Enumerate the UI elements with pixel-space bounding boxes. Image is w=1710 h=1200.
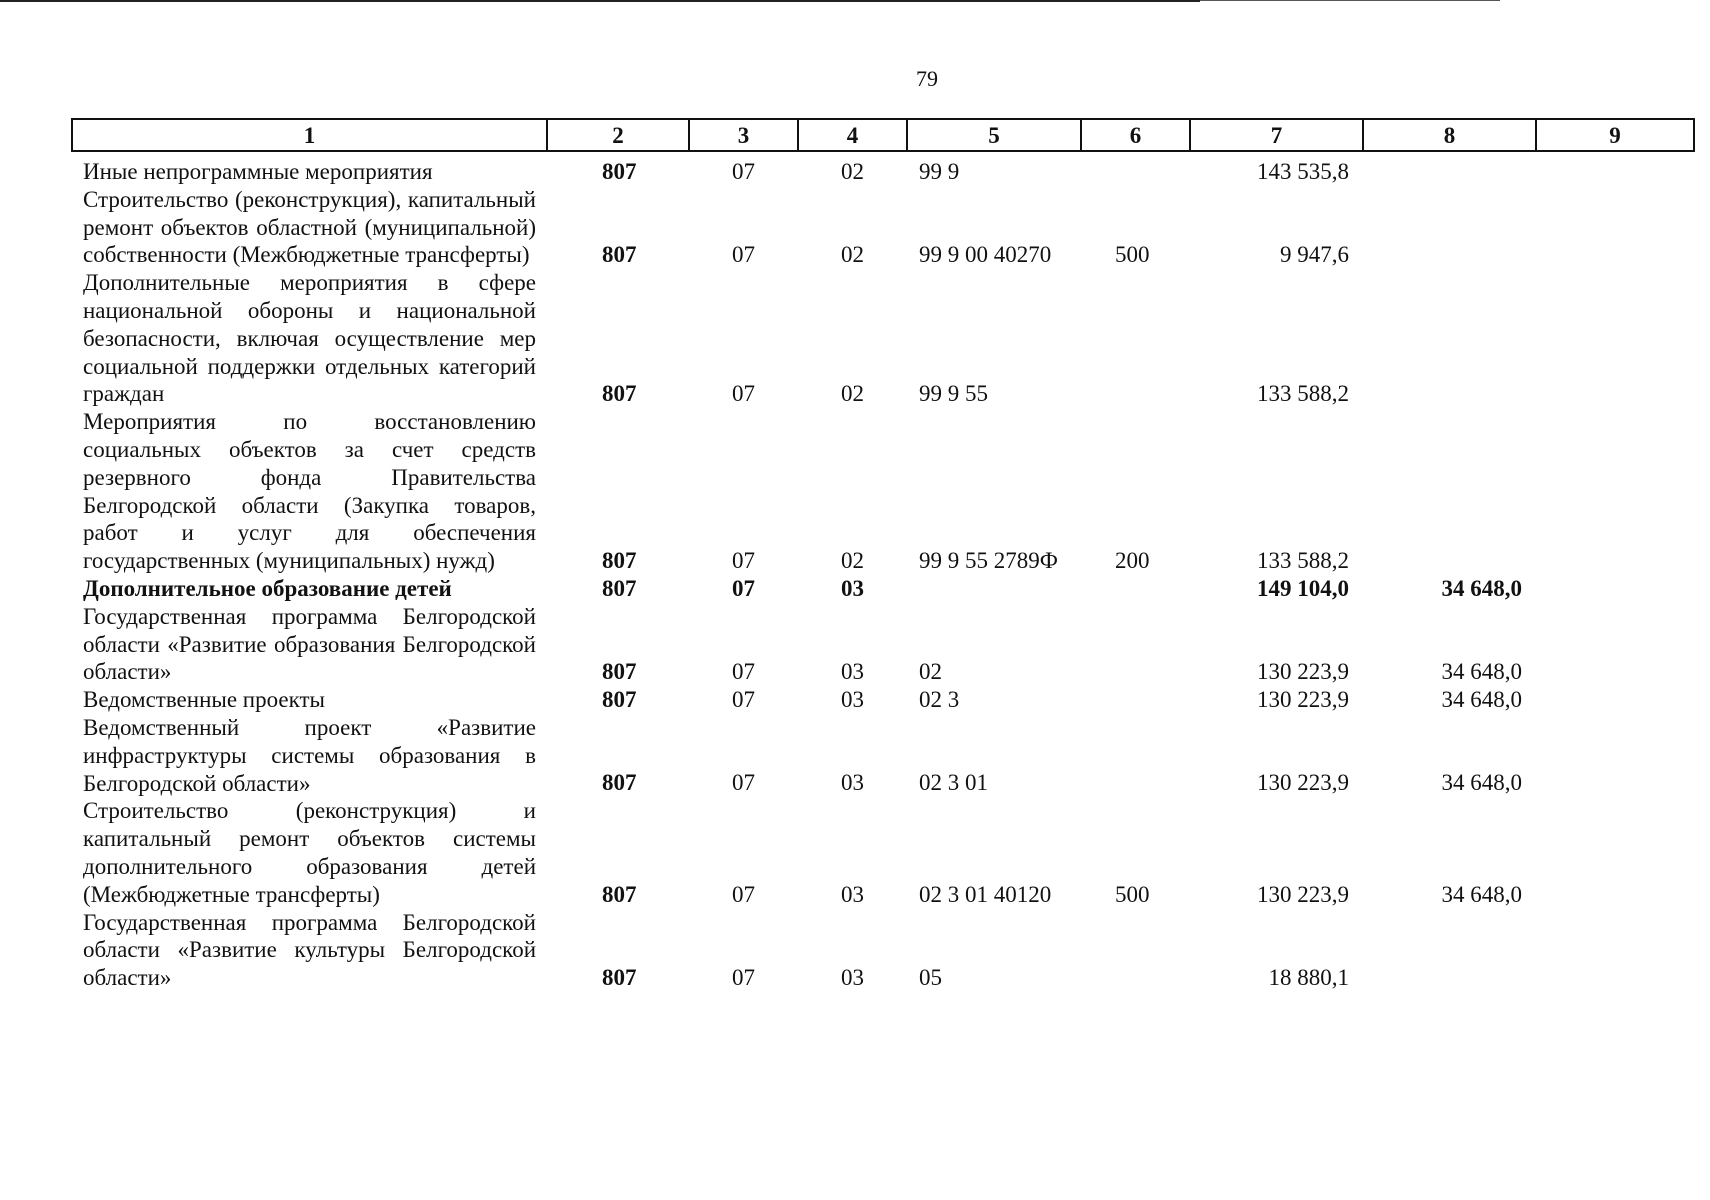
table-row bbox=[0, 714, 1710, 797]
cell-subsection: 03 bbox=[841, 964, 864, 990]
header-col-1: 1 bbox=[303, 123, 316, 148]
cell-section: 07 bbox=[732, 158, 755, 184]
cell-amount: 18 880,1 bbox=[1268, 964, 1349, 990]
cell-subsection: 02 bbox=[841, 242, 864, 268]
header-col-5: 5 bbox=[988, 123, 1000, 148]
cell-amount: 149 104,0 bbox=[1257, 575, 1349, 601]
row-description: Мероприятия по восстановлению социальных объектов за счет средств резервного фонда Правительства Белгородской области (Закупка товаров, работ и услуг для обеспечения государственных (муниципальных) нужд) bbox=[83, 409, 536, 574]
cell-amount: 130 223,9 bbox=[1257, 770, 1349, 796]
cell-expense-type: 500 bbox=[1115, 881, 1150, 907]
header-col-3: 3 bbox=[737, 123, 750, 148]
cell-ministry: 807 bbox=[602, 242, 637, 268]
cell-target-article: 99 9 bbox=[919, 158, 960, 184]
table-row bbox=[0, 408, 1710, 575]
header-col-9: 9 bbox=[1609, 123, 1621, 148]
cell-ministry: 807 bbox=[602, 158, 637, 184]
cell-target-article: 99 9 00 40270 bbox=[919, 242, 1052, 268]
cell-target-article: 02 3 bbox=[919, 686, 960, 712]
row-description: Дополнительное образование детей bbox=[83, 575, 452, 601]
cell-ministry: 807 bbox=[602, 881, 637, 907]
header-col-2: 2 bbox=[612, 123, 624, 148]
cell-subsection: 02 bbox=[841, 158, 864, 184]
table-row bbox=[0, 186, 1710, 269]
column-header-row bbox=[71, 118, 1695, 152]
cell-target-article: 02 3 01 bbox=[919, 770, 988, 796]
cell-subsection: 03 bbox=[841, 659, 864, 685]
cell-section: 07 bbox=[732, 964, 755, 990]
header-col-6: 6 bbox=[1129, 123, 1142, 148]
cell-section: 07 bbox=[732, 881, 755, 907]
header-col-8: 8 bbox=[1443, 123, 1456, 148]
cell-section: 07 bbox=[732, 770, 755, 796]
cell-expense-type: 200 bbox=[1115, 547, 1150, 573]
cell-amount: 133 588,2 bbox=[1257, 547, 1349, 573]
cell-section: 07 bbox=[732, 659, 755, 685]
cell-target-article: 05 bbox=[919, 964, 942, 990]
table-row bbox=[0, 686, 1710, 714]
cell-ministry: 807 bbox=[602, 770, 637, 796]
cell-amount: 130 223,9 bbox=[1257, 686, 1349, 712]
cell-ministry: 807 bbox=[602, 547, 637, 573]
table-row bbox=[0, 603, 1710, 686]
row-description: Государственная программа Белгородской области «Развитие образования Белгородской области» bbox=[83, 603, 536, 685]
table-row bbox=[0, 269, 1710, 408]
header-col-7: 7 bbox=[1270, 123, 1283, 148]
header-col-4: 4 bbox=[846, 123, 859, 148]
cell-subsection: 02 bbox=[841, 547, 864, 573]
cell-amount-federal: 34 648,0 bbox=[1441, 686, 1522, 712]
cell-ministry: 807 bbox=[602, 964, 637, 990]
row-description: Государственная программа Белгородской области «Развитие культуры Белгородской области» bbox=[83, 909, 536, 991]
top-rule-right bbox=[1200, 0, 1500, 1]
cell-amount: 130 223,9 bbox=[1257, 881, 1349, 907]
cell-expense-type: 500 bbox=[1115, 242, 1150, 268]
table-row bbox=[0, 797, 1710, 908]
table-row bbox=[0, 575, 1710, 603]
cell-target-article: 99 9 55 2789Ф bbox=[919, 547, 1058, 573]
cell-target-article: 02 3 01 40120 bbox=[919, 881, 1052, 907]
cell-ministry: 807 bbox=[602, 659, 637, 685]
cell-subsection: 02 bbox=[841, 381, 864, 407]
cell-amount: 9 947,6 bbox=[1280, 242, 1349, 268]
cell-ministry: 807 bbox=[602, 686, 637, 712]
row-description: Строительство (реконструкция) и капитальный ремонт объектов системы дополнительного образования детей (Межбюджетные трансферты) bbox=[83, 798, 536, 907]
table-row bbox=[0, 909, 1710, 992]
row-description: Дополнительные мероприятия в сфере национальной обороны и национальной безопасности, включая осуществление мер социальной поддержки отдельных категорий граждан bbox=[83, 270, 536, 407]
cell-section: 07 bbox=[732, 575, 755, 601]
row-description: Ведомственный проект «Развитие инфраструктуры системы образования в Белгородской области» bbox=[83, 714, 536, 796]
cell-amount: 133 588,2 bbox=[1257, 381, 1349, 407]
cell-ministry: 807 bbox=[602, 575, 637, 601]
row-description: Ведомственные проекты bbox=[83, 687, 325, 713]
row-description: Иные непрограммные мероприятия bbox=[83, 159, 433, 184]
cell-amount: 130 223,9 bbox=[1257, 659, 1349, 685]
cell-section: 07 bbox=[732, 381, 755, 407]
cell-subsection: 03 bbox=[841, 686, 864, 712]
cell-subsection: 03 bbox=[841, 575, 864, 601]
cell-section: 07 bbox=[732, 547, 755, 573]
top-rule bbox=[0, 0, 1200, 2]
cell-subsection: 03 bbox=[841, 770, 864, 796]
table-body bbox=[0, 158, 1710, 992]
cell-target-article: 02 bbox=[919, 659, 942, 685]
page-number: 79 bbox=[916, 66, 938, 91]
cell-amount-federal: 34 648,0 bbox=[1441, 659, 1522, 685]
cell-amount-federal: 34 648,0 bbox=[1441, 881, 1522, 907]
cell-amount-federal: 34 648,0 bbox=[1441, 575, 1522, 601]
cell-amount: 143 535,8 bbox=[1257, 158, 1349, 184]
cell-section: 07 bbox=[732, 686, 755, 712]
cell-target-article: 99 9 55 bbox=[919, 381, 988, 407]
row-description: Строительство (реконструкция), капитальный ремонт объектов областной (муниципальной) собственности (Межбюджетные трансферты) bbox=[83, 186, 536, 268]
table-row bbox=[0, 158, 1710, 186]
cell-amount-federal: 34 648,0 bbox=[1441, 770, 1522, 796]
cell-ministry: 807 bbox=[602, 381, 637, 407]
cell-subsection: 03 bbox=[841, 881, 864, 907]
cell-section: 07 bbox=[732, 242, 755, 268]
